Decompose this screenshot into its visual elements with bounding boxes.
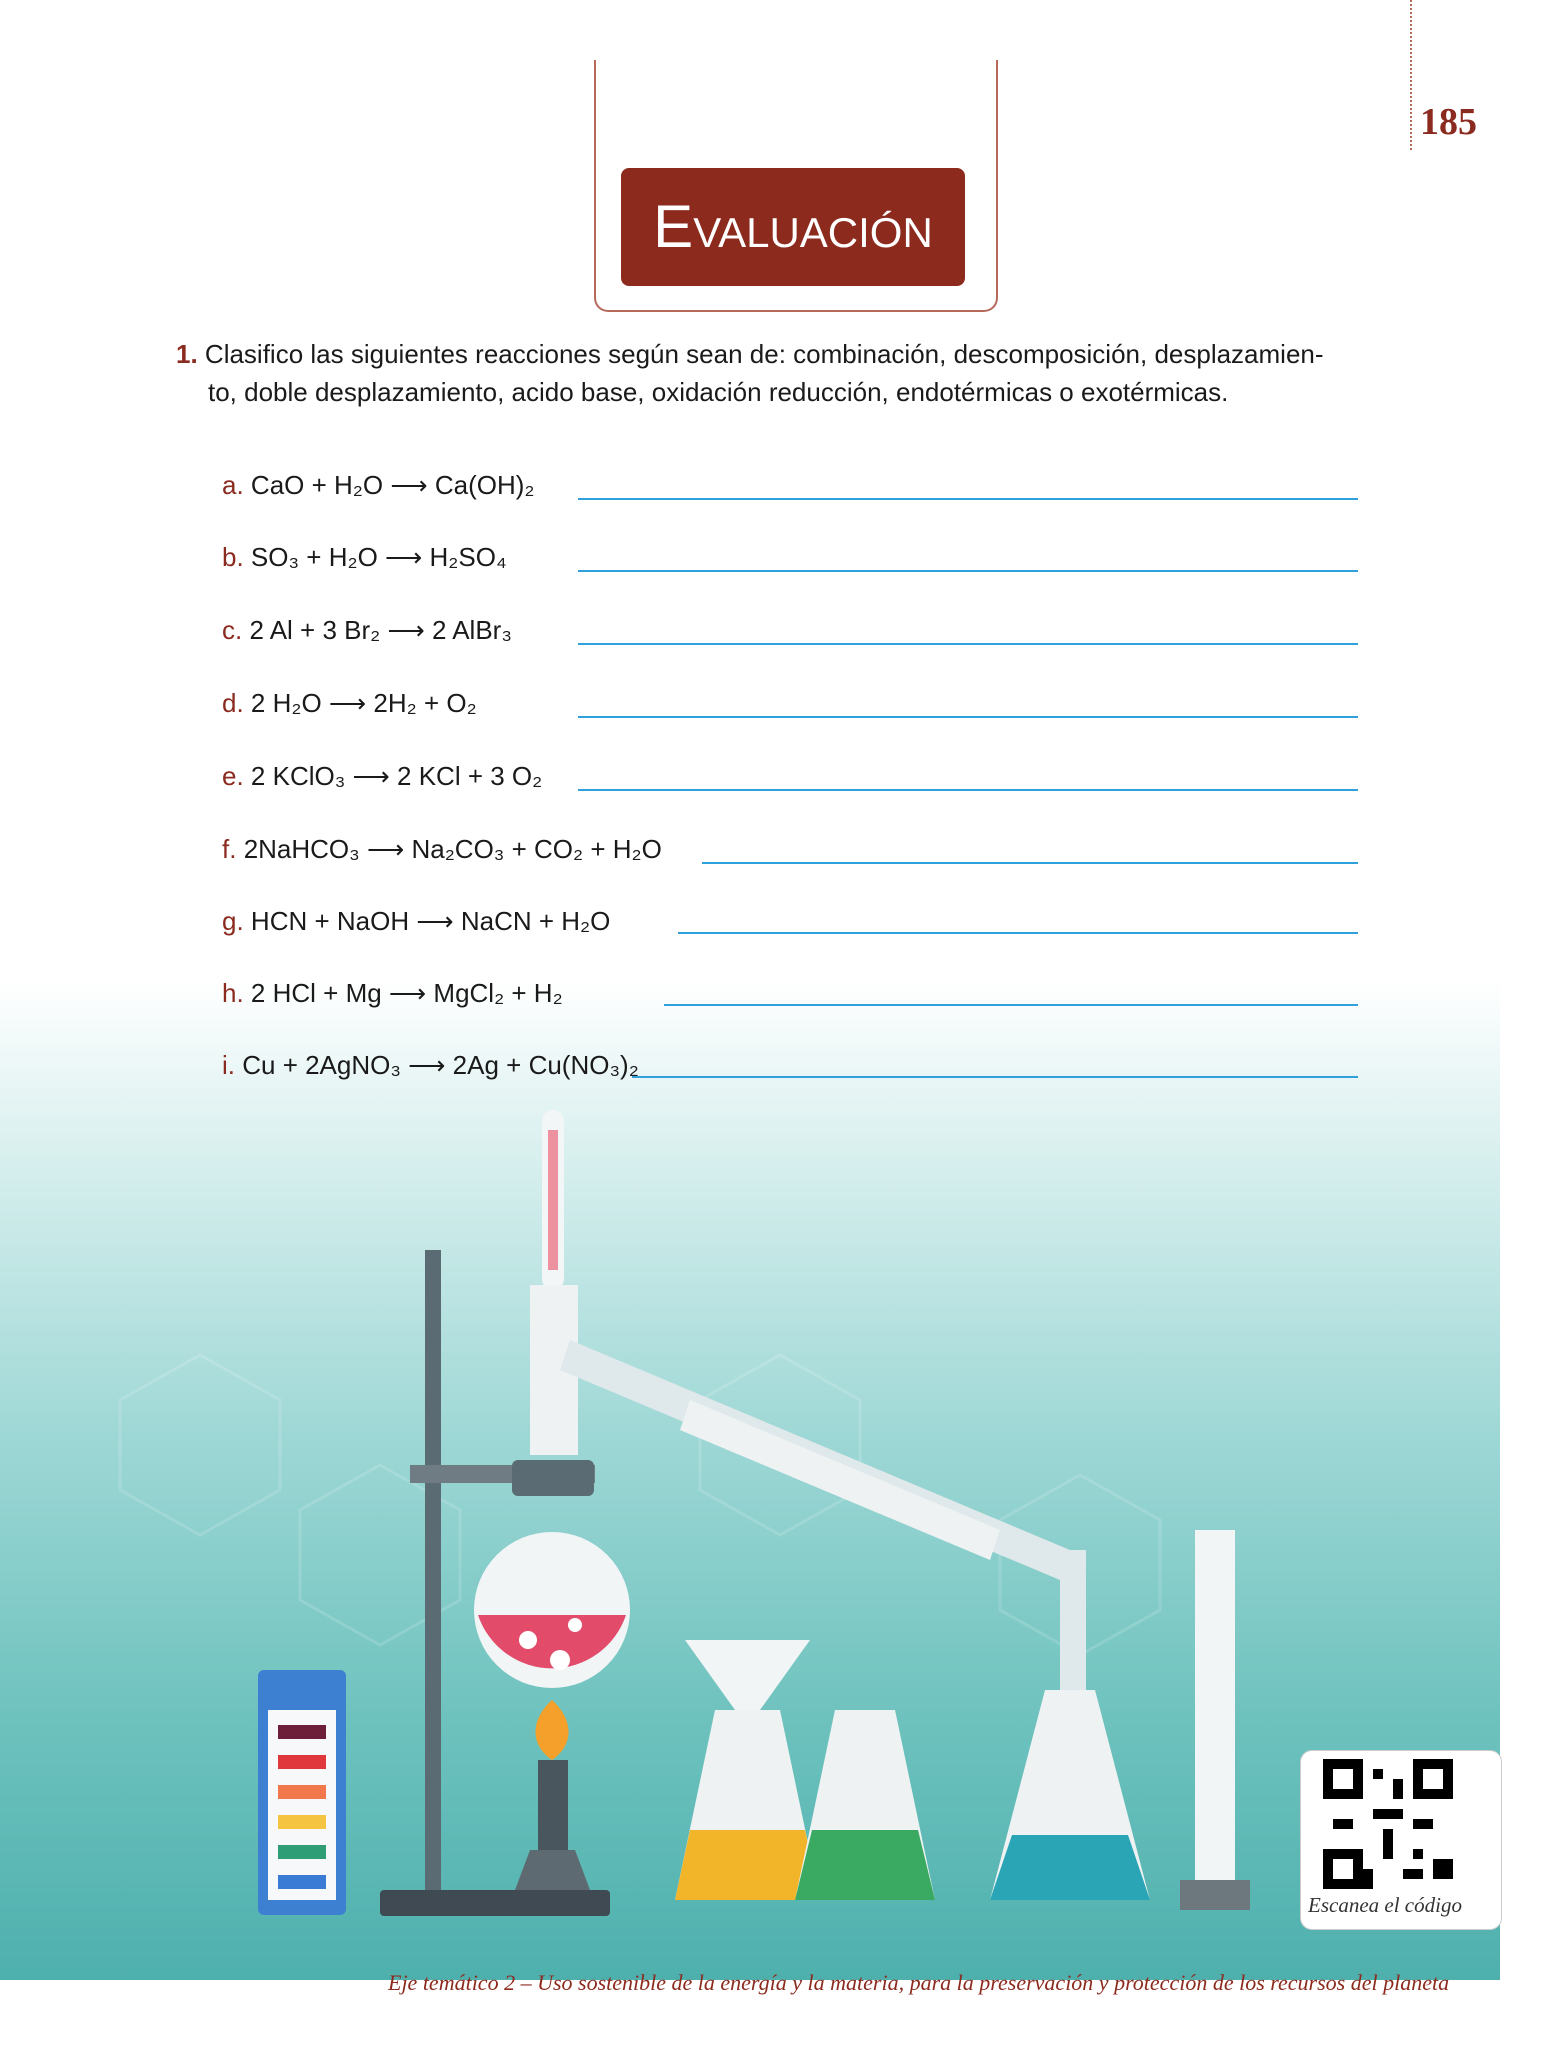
reaction-letter: d.: [222, 688, 244, 718]
reaction-equation: CaO + H₂O ⟶ Ca(OH)₂: [250, 470, 535, 500]
reaction-c: [222, 615, 512, 646]
answer-line-i[interactable]: [632, 1076, 1358, 1078]
reaction-letter: a.: [222, 470, 244, 500]
question-1: [176, 335, 1416, 411]
page-number: 185: [1420, 101, 1477, 143]
reaction-equation: 2 HCl + Mg ⟶ MgCl₂ + H₂: [250, 978, 563, 1008]
burner-flame: [536, 1700, 569, 1760]
reaction-letter: h.: [222, 978, 244, 1008]
reaction-d: [222, 688, 477, 719]
answer-line-b[interactable]: [578, 570, 1358, 572]
reaction-h: [222, 978, 563, 1009]
qr-code-icon: [1323, 1759, 1453, 1889]
thermometer-mercury: [548, 1130, 558, 1270]
flask-clamp: [512, 1460, 594, 1496]
reaction-equation: HCN + NaOH ⟶ NaCN + H₂O: [250, 906, 611, 936]
reaction-equation: 2 H₂O ⟶ 2H₂ + O₂: [250, 688, 477, 718]
reaction-g: [222, 906, 610, 937]
page-title: [621, 168, 965, 286]
answer-line-a[interactable]: [578, 498, 1358, 500]
reaction-f: [222, 834, 662, 865]
reaction-e: [222, 761, 542, 792]
stand-base: [380, 1890, 610, 1916]
burner: [538, 1760, 568, 1860]
answer-line-h[interactable]: [664, 1004, 1358, 1006]
reaction-equation: 2 KClO₃ ⟶ 2 KCl + 3 O₂: [250, 761, 543, 791]
answer-line-e[interactable]: [578, 789, 1358, 791]
question-number: 1.: [176, 339, 198, 369]
page-title-text: Evaluación: [653, 193, 933, 260]
qr-caption: Escanea el código: [1308, 1893, 1462, 1917]
reaction-letter: e.: [222, 761, 244, 791]
reaction-b: [222, 542, 507, 573]
question-line-2: to, doble desplazamiento, acido base, oxidación reducción, endotérmicas o exotérmicas.: [208, 377, 1229, 407]
reaction-letter: f.: [222, 834, 237, 864]
reaction-a: [222, 470, 534, 501]
condenser-jacket: [680, 1400, 1000, 1560]
lab-illustration: [0, 1100, 1300, 1940]
reaction-letter: i.: [222, 1050, 235, 1080]
answer-line-f[interactable]: [702, 862, 1358, 864]
reaction-equation: 2 Al + 3 Br₂ ⟶ 2 AlBr₃: [249, 615, 512, 645]
funnel: [685, 1640, 810, 1710]
margin-dotted-line: [1410, 0, 1412, 150]
reaction-equation: Cu + 2AgNO₃ ⟶ 2Ag + Cu(NO₃)₂: [242, 1050, 639, 1080]
reaction-letter: c.: [222, 615, 243, 645]
reaction-equation: 2NaHCO₃ ⟶ Na₂CO₃ + CO₂ + H₂O: [243, 834, 662, 864]
reaction-equation: SO₃ + H₂O ⟶ H₂SO₄: [250, 542, 507, 572]
answer-line-g[interactable]: [678, 932, 1358, 934]
reaction-letter: g.: [222, 906, 244, 936]
question-line-1: Clasifico las siguientes reacciones según sean de: combinación, descomposición, desplazamien-: [204, 339, 1324, 369]
reaction-letter: b.: [222, 542, 244, 572]
answer-line-d[interactable]: [578, 716, 1358, 718]
footer-text: Eje temático 2 – Uso sostenible de la energía y la materia, para la preservación y protección de los recursos del planeta: [388, 1970, 1450, 1995]
answer-line-c[interactable]: [578, 643, 1358, 645]
reaction-i: [222, 1050, 639, 1081]
graduated-cylinder: [1195, 1530, 1235, 1880]
stand-rod: [425, 1250, 441, 1895]
